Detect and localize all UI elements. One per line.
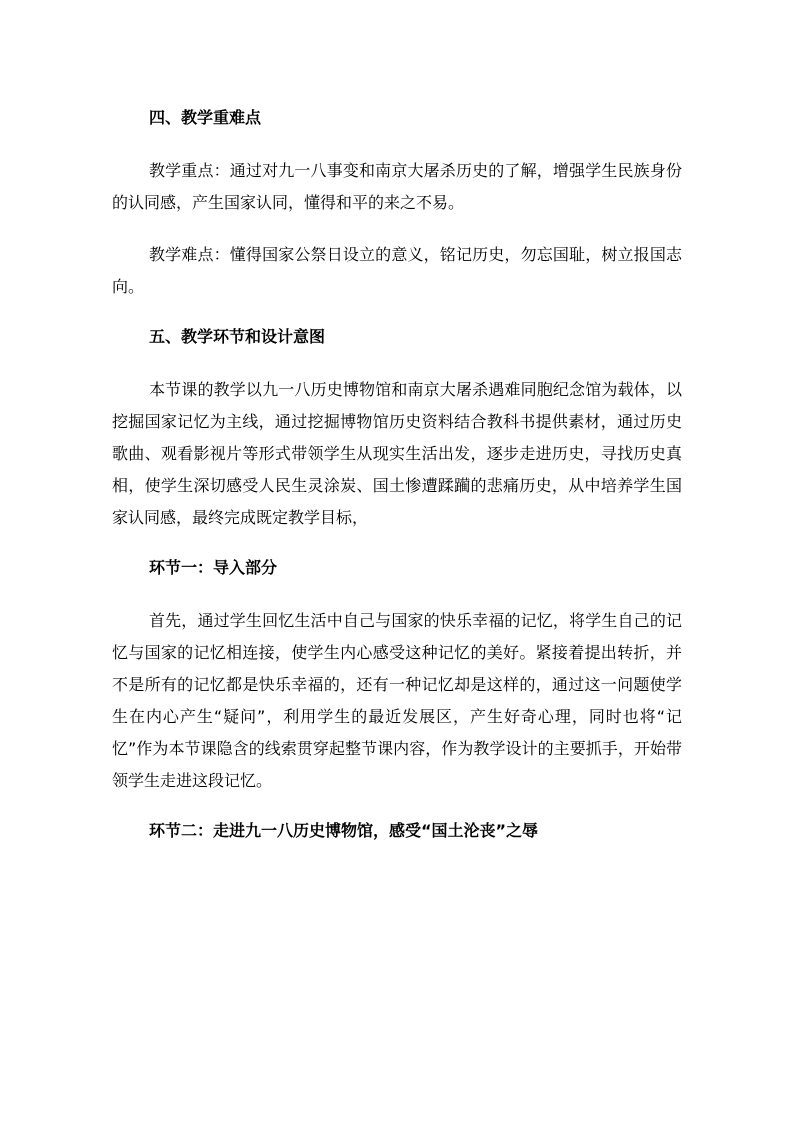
stage-one-heading: 环节一：导入部分 (149, 558, 278, 577)
document-body (112, 102, 682, 847)
section-five-intro-paragraph: 本节课的教学以九一八历史博物馆和南京大屠杀遇难同胞纪念馆为载体，以挖掘国家记忆为主线，通过挖掘博物馆历史资料结合教科书提供素材，通过历史歌曲、观看影视片等形式带领学生从现实生活出发，逐步走进历史，寻找历史真相，使学生深切感受人民生灵涂炭、国土惨遭蹂躏的悲痛历史，从中培养学生国家认同感，最终完成既定教学目标， (112, 380, 682, 527)
stage-two-heading: 环节二：走进九一八历史博物馆，感受“国土沦丧”之辱 (149, 821, 539, 840)
difficult-point-paragraph: 教学难点：懂得国家公祭日设立的意义，铭记历史，勿忘国耻，树立报国志向。 (112, 245, 682, 296)
stage-one-paragraph: 首先，通过学生回忆生活中自己与国家的快乐幸福的记忆，将学生自己的记忆与国家的记忆相连接，使学生内心感受这种记忆的美好。紧接着提出转折，并不是所有的记忆都是快乐幸福的，还有一种记忆却是这样的，通过这一问题使学生在内心产生“疑问”，利用学生的最近发展区，产生好奇心理，同时也将“记忆”作为本节课隐含的线索贯穿起整节课内容，作为教学设计的主要抓手，开始带领学生走进这段记忆。 (112, 611, 682, 790)
section-five-heading: 五、教学环节和设计意图 (149, 327, 326, 346)
key-point-paragraph: 教学重点：通过对九一八事变和南京大屠杀历史的了解，增强学生民族身份的认同感，产生国家认同，懂得和平的来之不易。 (112, 161, 682, 212)
section-four-heading: 四、教学重难点 (149, 108, 262, 127)
